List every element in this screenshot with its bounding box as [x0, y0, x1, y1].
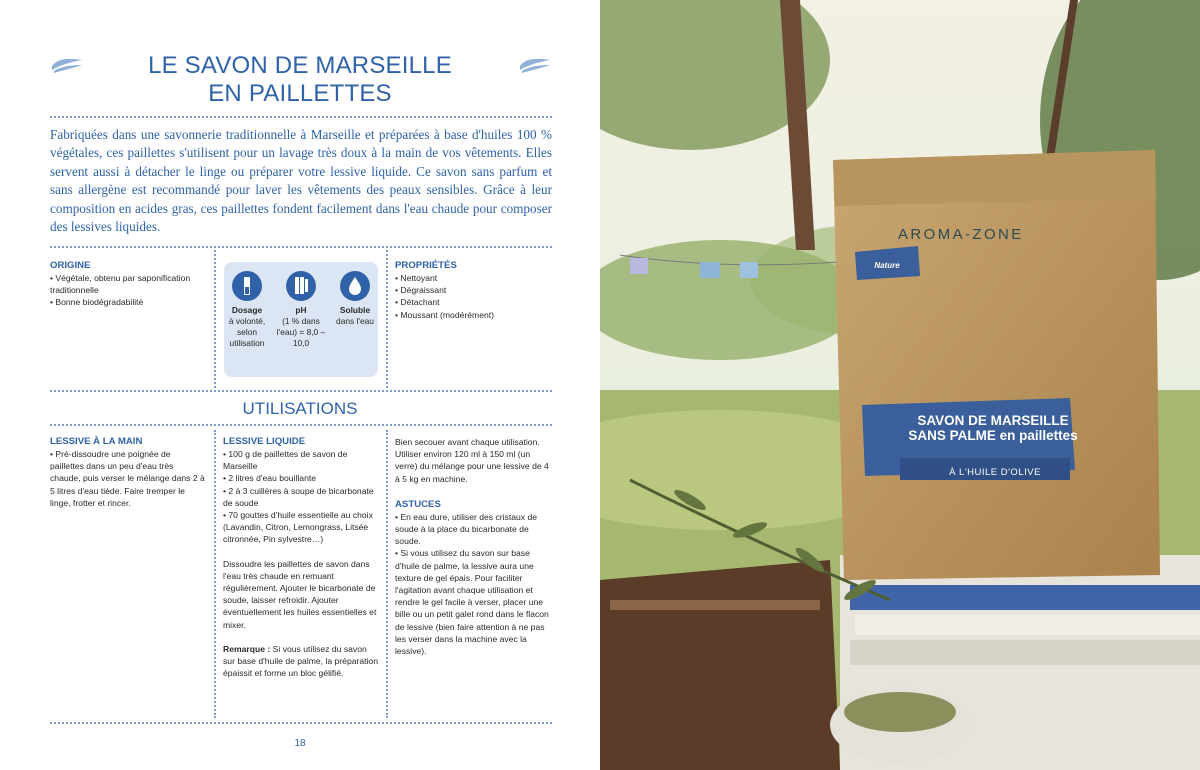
soluble-title: Soluble — [339, 305, 371, 315]
brand-logo: AROMA-ZONE — [898, 226, 1024, 243]
column-divider — [214, 430, 216, 718]
dosage-label — [224, 305, 270, 349]
page-number: 18 — [294, 738, 306, 749]
title-line-2: EN PAILLETTES — [208, 80, 392, 107]
instructions-paragraph: Dissoudre les paillettes de savon dans l'eau très chaude en remuant régulièrement. Ajouter le bicarbonate de soude, laisser refroidir. Ajouter éventuellement les huiles essentielles et mixer. — [223, 558, 377, 630]
origine-section — [50, 260, 206, 309]
product-photo — [600, 0, 1200, 770]
lessive-main-heading: LESSIVE À LA MAIN — [50, 436, 143, 447]
proprietes-item: • Nettoyant — [395, 273, 438, 283]
proprietes-item: • Moussant (modérément) — [395, 309, 495, 320]
ingredient-item: • 2 à 3 cuillères à soupe de bicarbonate de soude — [223, 485, 374, 508]
water-drop-icon — [340, 271, 370, 301]
astuces-heading: ASTUCES — [395, 498, 441, 510]
astuce-item: • En eau dure, utiliser des cristaux de soude à la place du bicarbonate de soude. — [395, 511, 538, 547]
ph-text: (1 % dans l'eau) = 8,0 – 10,0 — [276, 316, 326, 348]
title-line-1: LE SAVON DE MARSEILLE — [148, 52, 452, 79]
proprietes-item: • Dégraissant — [395, 285, 447, 296]
divider — [50, 722, 552, 724]
divider — [50, 424, 552, 426]
utilisations-heading: UTILISATIONS — [242, 399, 358, 418]
dosage-title: Dosage — [231, 305, 263, 315]
origine-heading: ORIGINE — [50, 260, 91, 271]
remark-text: Si vous utilisez du savon sur base d'huile de palme, la préparation épaissit et forme un bloc gélifié. — [223, 643, 378, 679]
utilisations-col3 — [395, 436, 552, 657]
astuce-item: • Si vous utilisez du savon sur base d'huile de palme, la lessive aura une texture de gel épais. Pour faciliter l'agitation avant chaque utilisation et rendre le gel facile à verser, placer une bille ou un petit galet rond dans le flacon de lessive (bien faire attention à ne pas les verser dans la machine avec la lessive). — [395, 548, 549, 657]
wave-ornament-icon — [50, 56, 84, 74]
remark-label: Remarque : — [223, 643, 271, 654]
ph-strips-icon — [286, 271, 316, 301]
divider — [50, 390, 552, 392]
soluble-label — [332, 305, 378, 327]
lessive-main-section — [50, 436, 206, 509]
ph-title: pH — [295, 305, 307, 315]
lessive-main-text: • Pré-dissoudre une poignée de paillettes dans un peu d'eau très chaude, puis verser le mélange dans 2 à 5 litres d'eau tiède. Faire tremper le linge, frotter et rincer. — [50, 449, 205, 508]
dosage-text: à volonté, selon utilisation — [228, 316, 266, 348]
page-title — [110, 52, 490, 108]
ingredient-item: • 70 gouttes d'huile essentielle au choix (Lavandin, Citron, Lemongrass, Litsée citronnée, Pin sylvestre…) — [223, 510, 373, 545]
product-label-line-2: SANS PALME en paillettes — [908, 428, 1078, 443]
origine-item: • Bonne biodégradabilité — [50, 297, 144, 308]
proprietes-item: • Détachant — [395, 297, 440, 308]
dosage-icon — [232, 271, 262, 301]
ingredient-item: • 2 litres d'eau bouillante — [223, 473, 317, 484]
divider — [50, 246, 552, 248]
proprietes-section — [395, 260, 552, 321]
shake-instructions: Bien secouer avant chaque utilisation. Utiliser environ 120 ml à 150 ml (un verre) du mélange pour une lessive de 4 à 5 kg en machine. — [395, 437, 549, 484]
column-divider — [386, 430, 388, 718]
column-divider — [386, 250, 388, 388]
column-divider — [214, 250, 216, 388]
product-sublabel: À L'HUILE D'OLIVE — [949, 467, 1041, 478]
nature-badge: Nature — [874, 261, 900, 270]
divider — [50, 116, 552, 118]
soluble-text: dans l'eau — [336, 316, 374, 326]
wave-ornament-icon — [518, 56, 552, 74]
remark — [223, 643, 379, 680]
ingredient-item: • 100 g de paillettes de savon de Marseille — [223, 449, 348, 472]
origine-item: • Végétale, obtenu par saponification traditionnelle — [50, 273, 191, 296]
characteristics-box — [224, 262, 378, 377]
product-label-line-1: SAVON DE MARSEILLE — [917, 413, 1069, 428]
ph-label — [276, 305, 326, 349]
lessive-liquide-section — [223, 436, 379, 679]
product-label — [908, 413, 1078, 443]
photo-scene — [600, 0, 1200, 770]
lessive-liquide-heading: LESSIVE LIQUIDE — [223, 436, 306, 447]
intro-paragraph: Fabriquées dans une savonnerie traditionnelle à Marseille et préparées à base d'huiles 100 % végétales, ces paillettes s'utilisent pour un lavage très doux à la main de vos vêtements. Elles servent aussi à détacher le linge ou préparer votre lessive liquide. Ce savon sans parfum et sans allergène est recommandé pour laver les vêtements des peaux sensibles. Grâce à leur composition en acides gras, ces paillettes fondent facilement dans l'eau chaude pour composer des lessives liquides. — [50, 127, 552, 235]
proprietes-heading: PROPRIÉTÉS — [395, 260, 457, 271]
